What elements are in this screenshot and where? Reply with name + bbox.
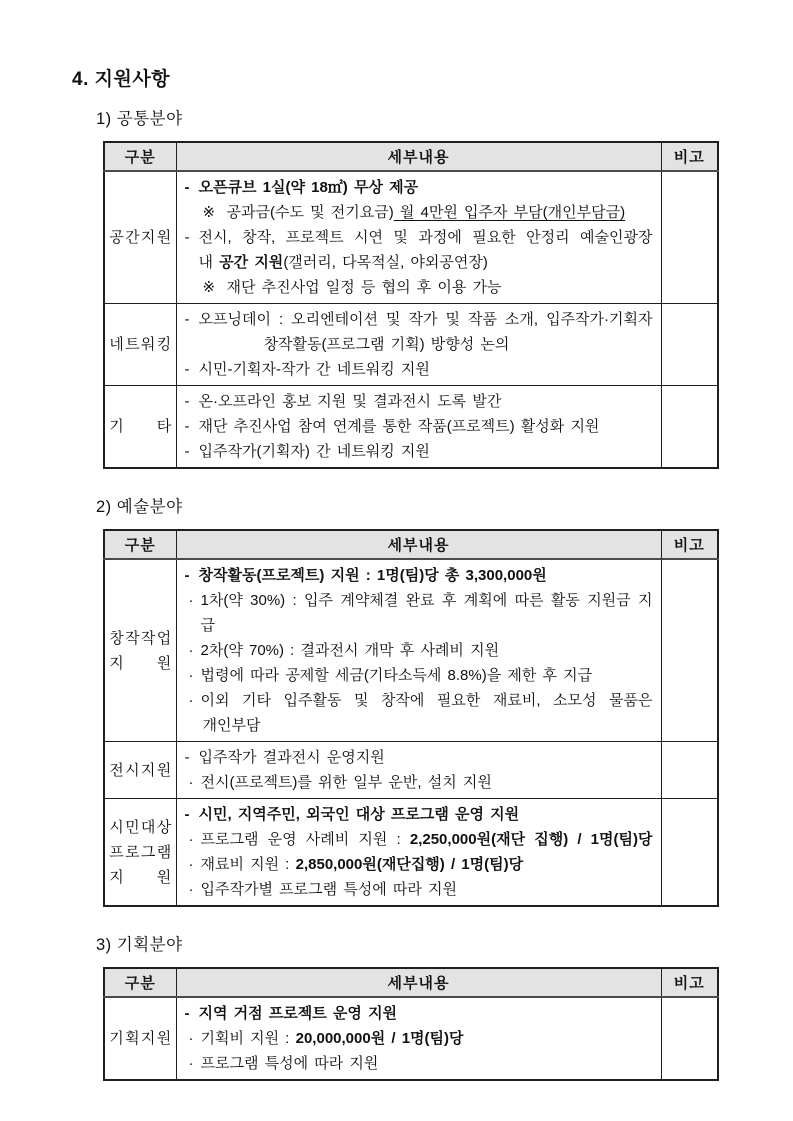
text-segment: 전시(프로젝트)를 위한 일부 운반, 설치 지원	[200, 774, 492, 791]
detail-cell	[176, 304, 661, 386]
category-label	[109, 815, 171, 840]
table-row	[104, 386, 718, 469]
detail-line	[177, 1001, 653, 1026]
support-table	[103, 141, 719, 469]
detail-line	[177, 802, 653, 827]
note-cell	[661, 171, 718, 304]
category-label	[109, 225, 171, 250]
note-cell	[661, 742, 718, 799]
text-segment: 기획비 지원 :	[200, 1030, 296, 1047]
category-char: 작	[125, 629, 140, 647]
detail-line	[177, 357, 653, 382]
text-segment: 오프닝데이 : 오리엔테이션 및 작가 및 작품 소개, 입주작가·기획자	[198, 311, 653, 328]
detail-line	[177, 827, 653, 852]
category-char: 프	[109, 843, 124, 861]
text-segment: 입주작가 결과전시 운영지원	[198, 749, 385, 766]
category-char: 원	[156, 868, 172, 886]
detail-line	[177, 852, 653, 877]
detail-line	[177, 414, 653, 439]
text-segment: 공간 지원	[219, 254, 284, 271]
note-cell	[661, 559, 718, 742]
detail-line	[177, 332, 653, 357]
table-header-row	[104, 530, 718, 559]
detail-line	[177, 638, 653, 663]
category-cell	[104, 997, 176, 1080]
dash-bullet: -	[184, 806, 190, 823]
category-label	[109, 865, 171, 890]
dot-bullet: ·	[188, 692, 194, 709]
category-char: 작	[140, 629, 156, 647]
text-segment: 입주작가별 프로그램 특성에 따라 지원	[200, 881, 458, 898]
dot-bullet: ·	[188, 774, 194, 791]
dash-bullet: -	[184, 749, 190, 766]
category-char: 지	[140, 761, 156, 779]
text-segment: 월 4만원 입주자 부담(개인부담금)	[393, 204, 626, 221]
category-cell	[104, 559, 176, 742]
detail-line	[177, 563, 653, 588]
detail-cell	[176, 386, 661, 469]
table-header-cell: 세부내용	[176, 142, 661, 171]
note-cell	[661, 386, 718, 469]
section-heading: 3) 기획분야	[96, 936, 183, 954]
text-segment: 입주작가(기획자) 간 네트워킹 지원	[198, 443, 430, 460]
category-cell	[104, 742, 176, 799]
category-char: 원	[156, 229, 172, 246]
text-segment: 2,250,000원(재단 집행) / 1명(팀)당	[409, 831, 653, 848]
detail-cell	[176, 742, 661, 799]
detail-line	[177, 175, 653, 200]
category-char: 원	[156, 654, 172, 672]
category-label	[109, 626, 171, 651]
table-header-cell: 세부내용	[176, 530, 661, 559]
category-char: 지	[140, 229, 156, 246]
text-segment: 2,850,000원(재단집행) / 1명(팀)당	[295, 856, 524, 873]
detail-line	[177, 588, 653, 638]
category-char: 지	[109, 868, 124, 886]
category-char: 기	[109, 418, 124, 435]
dot-bullet: ·	[188, 1030, 194, 1047]
dash-bullet: -	[184, 361, 190, 378]
ref-mark: ※	[202, 279, 216, 296]
table-header-cell: 구분	[104, 142, 176, 171]
text-segment: 재단 추진사업 참여 연계를 통한 작품(프로젝트) 활성화 지원	[198, 418, 600, 435]
detail-cell	[176, 997, 661, 1080]
text-segment: 2차(약 70%) : 결과전시 개막 후 사례비 지원	[200, 642, 500, 659]
category-char: 창	[109, 629, 124, 647]
category-char: 그	[140, 843, 156, 861]
category-char: 원	[156, 761, 172, 779]
category-char: 시	[109, 818, 124, 836]
dash-bullet: -	[184, 567, 190, 584]
detail-line	[177, 745, 653, 770]
detail-line	[177, 250, 653, 275]
dash-bullet: -	[184, 1005, 190, 1022]
category-char: 로	[125, 843, 140, 861]
detail-line	[177, 200, 653, 225]
text-segment: 내	[198, 254, 220, 271]
text-segment: 법령에 따라 공제할 세금(기타소득세 8.8%)을 제한 후 지급	[200, 667, 593, 684]
dash-bullet: -	[184, 179, 190, 196]
dot-bullet: ·	[188, 667, 194, 684]
category-char: 지	[109, 654, 124, 672]
dot-bullet: ·	[188, 1055, 194, 1072]
text-segment: 프로그램 특성에 따라 지원	[200, 1055, 379, 1072]
section	[72, 931, 793, 1081]
table-row	[104, 559, 718, 742]
category-cell	[104, 799, 176, 907]
text-segment: 재료비 지원 :	[200, 856, 296, 873]
category-char: 민	[125, 818, 140, 836]
detail-cell	[176, 799, 661, 907]
category-cell	[104, 386, 176, 469]
category-label	[109, 758, 171, 783]
dash-bullet: -	[184, 311, 190, 328]
text-segment: 프로그램 운영 사례비 지원 :	[200, 831, 410, 848]
page-title: 4. 지원사항	[72, 69, 171, 90]
category-label	[109, 332, 171, 357]
dash-bullet: -	[184, 229, 190, 246]
detail-line	[177, 877, 653, 902]
table-row	[104, 742, 718, 799]
detail-line	[177, 1051, 653, 1076]
dash-bullet: -	[184, 393, 190, 410]
text-segment: 시민, 지역주민, 외국인 대상 프로그램 운영 지원	[198, 806, 520, 823]
table-row	[104, 171, 718, 304]
table-header-cell: 비고	[661, 968, 718, 997]
dash-bullet: -	[184, 443, 190, 460]
category-cell	[104, 171, 176, 304]
dot-bullet: ·	[188, 592, 194, 609]
category-char: 지	[140, 1030, 156, 1047]
text-segment: 1차(약 30%) : 입주 계약체결 완료 후 계획에 따른 활동 지원금 지급	[200, 592, 653, 634]
category-char: 트	[125, 336, 140, 353]
category-char: 간	[125, 229, 140, 246]
text-segment: 공과금(수도 및 전기요금)	[226, 204, 394, 221]
text-segment: 20,000,000원 / 1명(팀)당	[295, 1030, 464, 1047]
dot-bullet: ·	[188, 881, 194, 898]
text-segment: 창작활동(프로그램 기획) 방향성 논의	[263, 336, 510, 353]
text-segment: 지역 거점 프로젝트 운영 지원	[198, 1005, 398, 1022]
category-char: 킹	[156, 336, 172, 353]
category-char: 업	[156, 629, 172, 647]
category-char: 기	[109, 1030, 124, 1047]
section-heading: 1) 공통분야	[96, 110, 183, 128]
detail-line	[177, 275, 653, 300]
text-segment: 이외 기타 입주활동 및 창작에 필요한 재료비, 소모성 물품은	[200, 692, 653, 709]
table-header-cell: 구분	[104, 530, 176, 559]
ref-mark: ※	[202, 204, 216, 221]
table-header-row	[104, 968, 718, 997]
table-row	[104, 799, 718, 907]
detail-line	[177, 770, 653, 795]
text-segment: 오픈큐브 1실(약 18㎡) 무상 제공	[198, 179, 419, 196]
category-label	[109, 414, 171, 439]
category-char: 대	[140, 818, 156, 836]
dash-bullet: -	[184, 418, 190, 435]
support-table	[103, 967, 719, 1081]
category-char: 원	[156, 1030, 172, 1047]
text-segment: 창작활동(프로젝트) 지원 : 1명(팀)당 총 3,300,000원	[198, 567, 547, 584]
text-segment: 재단 추진사업 일정 등 협의 후 이용 가능	[226, 279, 502, 296]
text-segment: 온·오프라인 홍보 지원 및 결과전시 도록 발간	[198, 393, 502, 410]
category-cell	[104, 304, 176, 386]
detail-line	[177, 389, 653, 414]
table-row	[104, 997, 718, 1080]
detail-line	[177, 713, 653, 738]
detail-line	[177, 307, 653, 332]
category-char: 상	[156, 818, 172, 836]
category-char: 네	[109, 336, 124, 353]
category-char: 공	[109, 229, 124, 246]
detail-line	[177, 663, 653, 688]
text-segment: 개인부담	[202, 717, 261, 734]
dot-bullet: ·	[188, 642, 194, 659]
category-char: 시	[125, 761, 140, 779]
detail-line	[177, 439, 653, 464]
category-char: 전	[109, 761, 124, 779]
category-char: 획	[125, 1030, 140, 1047]
detail-line	[177, 688, 653, 713]
category-label	[109, 651, 171, 676]
text-segment: (갤러리, 다목적실, 야외공연장)	[283, 254, 488, 271]
dot-bullet: ·	[188, 856, 194, 873]
detail-cell	[176, 559, 661, 742]
category-char: 램	[156, 843, 172, 861]
section-heading: 2) 예술분야	[96, 498, 183, 516]
support-table	[103, 529, 719, 907]
table-header-cell: 세부내용	[176, 968, 661, 997]
text-segment: 시민-기획자-작가 간 네트워킹 지원	[198, 361, 430, 378]
category-label	[109, 1026, 171, 1051]
note-cell	[661, 997, 718, 1080]
text-segment: 전시, 창작, 프로젝트 시연 및 과정에 필요한 안정리 예술인광장	[198, 229, 653, 246]
detail-cell	[176, 171, 661, 304]
table-header-row	[104, 142, 718, 171]
table-header-cell: 비고	[661, 142, 718, 171]
dot-bullet: ·	[188, 831, 194, 848]
detail-line	[177, 1026, 653, 1051]
section	[72, 493, 793, 907]
note-cell	[661, 304, 718, 386]
category-char: 워	[140, 336, 156, 353]
table-header-cell: 비고	[661, 530, 718, 559]
note-cell	[661, 799, 718, 907]
category-char: 타	[156, 418, 172, 435]
detail-line	[177, 225, 653, 250]
section	[72, 105, 793, 469]
sections	[72, 105, 793, 1081]
table-header-cell: 구분	[104, 968, 176, 997]
table-row	[104, 304, 718, 386]
category-label	[109, 840, 171, 865]
